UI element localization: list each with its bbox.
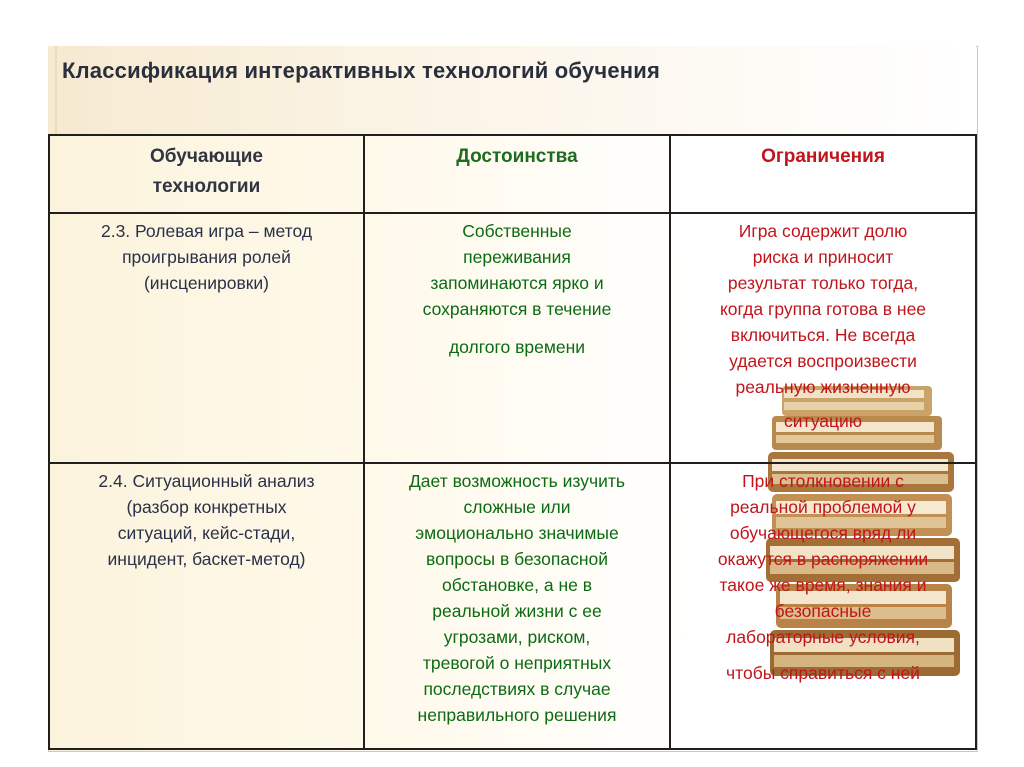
cell-advantages: [364, 463, 670, 749]
cell-line: запоминаются ярко и: [430, 273, 604, 293]
cell-line: удается воспроизвести: [729, 351, 917, 371]
cell-line: угрозами, риском,: [443, 627, 591, 647]
cell-line: (разбор конкретных: [126, 497, 287, 517]
cell-line: 2.4. Ситуационный анализ: [98, 471, 315, 491]
cell-line: результат только тогда,: [727, 273, 919, 293]
cell-line: чтобы справиться с ней: [726, 663, 920, 683]
cell-limitations: [670, 463, 976, 749]
cell-line: (инсценировки): [143, 273, 270, 293]
cell-line: 2.3. Ролевая игра – метод: [100, 221, 313, 241]
cell-line: сохраняются в течение: [422, 299, 612, 319]
cell-line: окажутся в распоряжении: [717, 549, 929, 569]
cell-line: ситуаций, кейс-стади,: [117, 523, 296, 543]
cell-line: сложные или: [463, 497, 571, 517]
cell-line: включиться. Не всегда: [730, 325, 916, 345]
cell-line: реальной жизни с ее: [432, 601, 602, 621]
cell-line: Игра содержит долю: [738, 221, 908, 241]
cell-line: неправильного решения: [417, 705, 617, 725]
cell-line: эмоционально значимые: [415, 523, 619, 543]
cell-line: проигрывания ролей: [122, 247, 291, 267]
cell-technology: [49, 213, 364, 463]
cell-line: когда группа готова в нее: [719, 299, 927, 319]
header-advantages: Достоинства: [364, 135, 670, 213]
cell-line: Дает возможность изучить: [408, 471, 626, 491]
cell-line: вопросы в безопасной: [426, 549, 608, 569]
header-technologies: [49, 135, 364, 213]
header-limitations: Ограничения: [670, 135, 976, 213]
classification-table: [48, 134, 977, 750]
table-row: [49, 463, 976, 749]
cell-technology: [49, 463, 364, 749]
cell-line: переживания: [463, 247, 571, 267]
cell-limitations: [670, 213, 976, 463]
header-tech-line: технологии: [152, 176, 261, 197]
cell-line: обстановке, а не в: [441, 575, 592, 595]
table-row: [49, 213, 976, 463]
cell-line: долгого времени: [448, 337, 586, 357]
cell-line: реальной проблемой у: [730, 497, 916, 517]
cell-line: обучающегося вряд ли: [729, 523, 917, 543]
cell-line: лабораторные условия,: [726, 627, 920, 647]
slide-title: Классификация интерактивных технологий обучения: [62, 58, 661, 83]
cell-line: реальную жизненную: [735, 377, 911, 397]
cell-line: тревогой о неприятных: [422, 653, 612, 673]
table-header-row: [49, 135, 976, 213]
cell-line: безопасные: [774, 601, 872, 621]
cell-line: ситуацию: [784, 411, 862, 431]
cell-line: инцидент, баскет-метод): [107, 549, 306, 569]
cell-line: Собственные: [462, 221, 572, 241]
cell-line: При столкновении с: [742, 471, 904, 491]
header-tech-line: Обучающие: [150, 146, 263, 167]
cell-advantages: [364, 213, 670, 463]
title-rule: [55, 46, 57, 134]
cell-line: риска и приносит: [752, 247, 894, 267]
cell-line: такое же время, знания и: [719, 575, 927, 595]
cell-line: последствиях в случае: [423, 679, 611, 699]
